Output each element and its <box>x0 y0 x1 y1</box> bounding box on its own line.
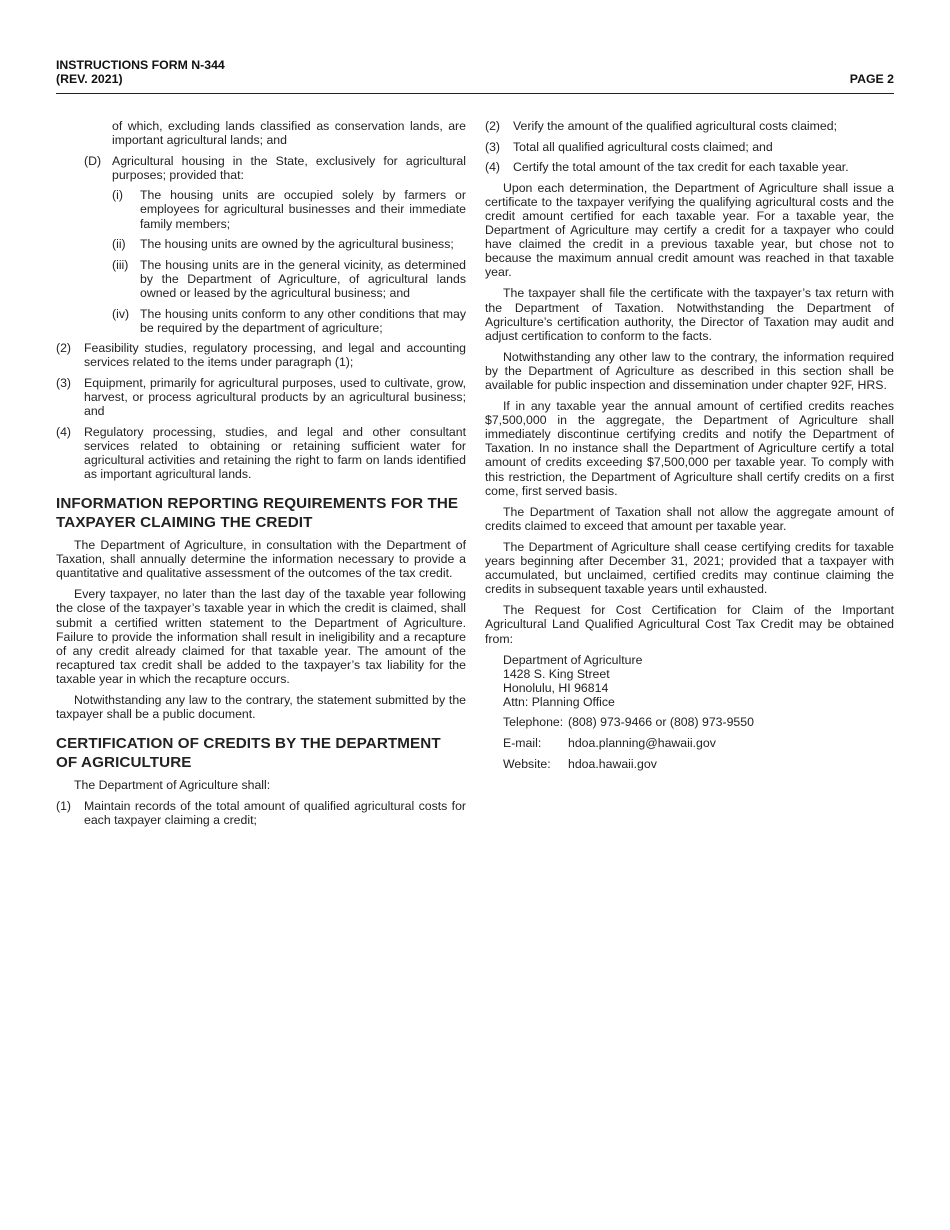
website-value[interactable]: hdoa.hawaii.gov <box>568 757 657 772</box>
list-item-iv <box>56 307 466 335</box>
list-item-4 <box>485 160 894 174</box>
page-number: PAGE 2 <box>849 72 894 86</box>
telephone-value: (808) 973-9466 or (808) 973-9550 <box>568 714 754 729</box>
list-number: (3) <box>56 375 72 390</box>
paragraph: Upon each determination, the Department of Agriculture shall issue a certificate to the taxpayer verifying the qualifying agricultural costs and the credit amount certified for each taxable year. For a taxable year, the Department of Agriculture may certify a credit for a taxpayer who could have claimed the credit in a previous taxable year, but chose not to because the maximum annual credit amount was reached in that taxable year. <box>485 180 894 280</box>
list-number: (D) <box>84 153 102 168</box>
paragraph: The Department of Agriculture shall cease certifying credits for taxable years beginning after December 31, 2021; provided that a taxpayer with accumulated, but unclaimed, certified credits may continue claiming the credits in subsequent taxable years until exhausted. <box>485 539 894 597</box>
left-column <box>56 119 466 834</box>
right-column <box>485 119 894 778</box>
telephone-label: Telephone: <box>503 714 564 729</box>
list-text: Total all qualified agricultural costs claimed; and <box>513 139 773 154</box>
form-title-line2: (REV. 2021) <box>56 72 123 86</box>
list-text: The housing units are occupied solely by farmers or employees for agricultural businesses and their immediate family members; <box>140 188 466 231</box>
website-label: Website: <box>503 757 551 772</box>
list-item-3 <box>485 140 894 154</box>
list-text: Verify the amount of the qualified agricultural costs claimed; <box>513 119 837 133</box>
list-number: (4) <box>56 424 72 439</box>
paragraph: The Department of Agriculture shall: <box>74 778 271 793</box>
paragraph: Notwithstanding any law to the contrary, the statement submitted by the taxpayer shall be a public document. <box>56 693 466 722</box>
list-item-4 <box>56 425 466 481</box>
mailing-address <box>485 653 894 709</box>
list-item-2 <box>485 119 894 133</box>
paragraph: If in any taxable year the annual amount of certified credits reaches $7,500,000 in the aggregate, the Department of Agriculture shall immediately discontinue certifying credits and notify the Department of Taxation. In no instance shall the Department of Agriculture certify a total amount of credits exceeding $7,500,000 per taxable year. To comply with this restriction, the Department of Agriculture shall certify credits on a first come, first served basis. <box>485 399 894 498</box>
email-row <box>485 736 894 750</box>
list-text: Feasibility studies, regulatory processing, and legal and accounting services related to the items under paragraph (1); <box>84 341 466 370</box>
list-text: The housing units are owned by the agricultural business; <box>140 237 454 252</box>
list-number: (2) <box>56 341 72 356</box>
address-line: Department of Agriculture <box>503 652 643 667</box>
section-heading-information-reporting: INFORMATION REPORTING REQUIREMENTS FOR THE TAXPAYER CLAIMING THE CREDIT <box>56 495 459 531</box>
list-item-2 <box>56 341 466 369</box>
list-text: Regulatory processing, studies, and legal and other consultant services related to obtaining or retaining sufficient water for agricultural activities and retaining the right to farm on lands identified as important agricultural lands. <box>84 424 466 481</box>
list-number: (ii) <box>112 237 126 252</box>
list-item-3 <box>56 376 466 418</box>
list-text: Maintain records of the total amount of qualified agricultural costs for each taxpayer claiming a credit; <box>84 799 466 828</box>
list-item-iii <box>56 258 466 300</box>
form-title-line1: INSTRUCTIONS FORM N-344 <box>56 58 225 72</box>
list-item-d <box>56 154 466 182</box>
list-number: (iv) <box>112 306 130 321</box>
section-heading-certification: CERTIFICATION OF CREDITS BY THE DEPARTMENT OF AGRICULTURE <box>56 735 441 771</box>
paragraph: Notwithstanding any other law to the contrary, the information required by the Department of Agriculture as described in this section shall be available for public inspection and dissemination under chapter 92F, HRS. <box>485 349 894 392</box>
list-number: (1) <box>56 799 72 814</box>
paragraph: The Department of Agriculture, in consultation with the Department of Taxation, shall annually determine the information necessary to provide a quantitative and qualitative assessment of the outcomes of the tax credit. <box>56 538 466 581</box>
email-value[interactable]: hdoa.planning@hawaii.gov <box>568 736 716 751</box>
list-number: (2) <box>485 119 501 133</box>
paragraph: Every taxpayer, no later than the last day of the taxable year following the close of the taxpayer’s taxable year in which the credit is claimed, shall submit a certified written statement to the Department of Agriculture. Failure to provide the information shall result in ineligibility and a recapture of any credit already claimed for that taxable year. The amount of the recaptured tax credit shall be added to the taxpayer’s tax liability for the taxable year in which the recapture occurs. <box>56 587 466 686</box>
list-item-1 <box>56 799 466 827</box>
paragraph: The Request for Cost Certification for Claim of the Important Agricultural Land Qualified Agricultural Cost Tax Credit may be obtained from: <box>485 603 894 646</box>
list-text: The housing units are in the general vicinity, as determined by the Department of Agriculture, of agricultural lands owned or leased by the agricultural business; and <box>140 257 466 300</box>
email-label: E-mail: <box>503 736 542 751</box>
continued-text: of which, excluding lands classified as conservation lands, are important agricultural lands; and <box>112 119 466 148</box>
form-title <box>56 58 225 86</box>
address-line: 1428 S. King Street <box>503 666 610 681</box>
page-header <box>56 58 894 94</box>
paragraph: The Department of Taxation shall not allow the aggregate amount of credits claimed to exceed that amount per taxable year. <box>485 504 894 533</box>
list-text: Certify the total amount of the tax credit for each taxable year. <box>513 160 849 175</box>
list-item-i <box>56 188 466 230</box>
list-text: Equipment, primarily for agricultural purposes, used to cultivate, grow, harvest, or process agricultural products by an agricultural business; and <box>84 375 466 419</box>
website-row <box>485 757 894 771</box>
paragraph: The taxpayer shall file the certificate with the taxpayer’s tax return with the Department of Taxation. Notwithstanding the Department of Agriculture’s certification authority, the Director of Taxation may audit and adjust certification to conform to the facts. <box>485 286 894 343</box>
list-number: (3) <box>485 139 501 154</box>
list-text: The housing units conform to any other conditions that may be required by the department of agriculture; <box>140 306 466 335</box>
list-number: (4) <box>485 160 501 175</box>
list-text: Agricultural housing in the State, exclusively for agricultural purposes; provided that: <box>112 153 466 182</box>
list-number: (iii) <box>112 257 129 272</box>
list-item-ii <box>56 237 466 251</box>
telephone-row <box>485 715 894 729</box>
list-number: (i) <box>112 188 123 203</box>
address-line: Attn: Planning Office <box>503 694 615 709</box>
address-line: Honolulu, HI 96814 <box>503 680 609 695</box>
